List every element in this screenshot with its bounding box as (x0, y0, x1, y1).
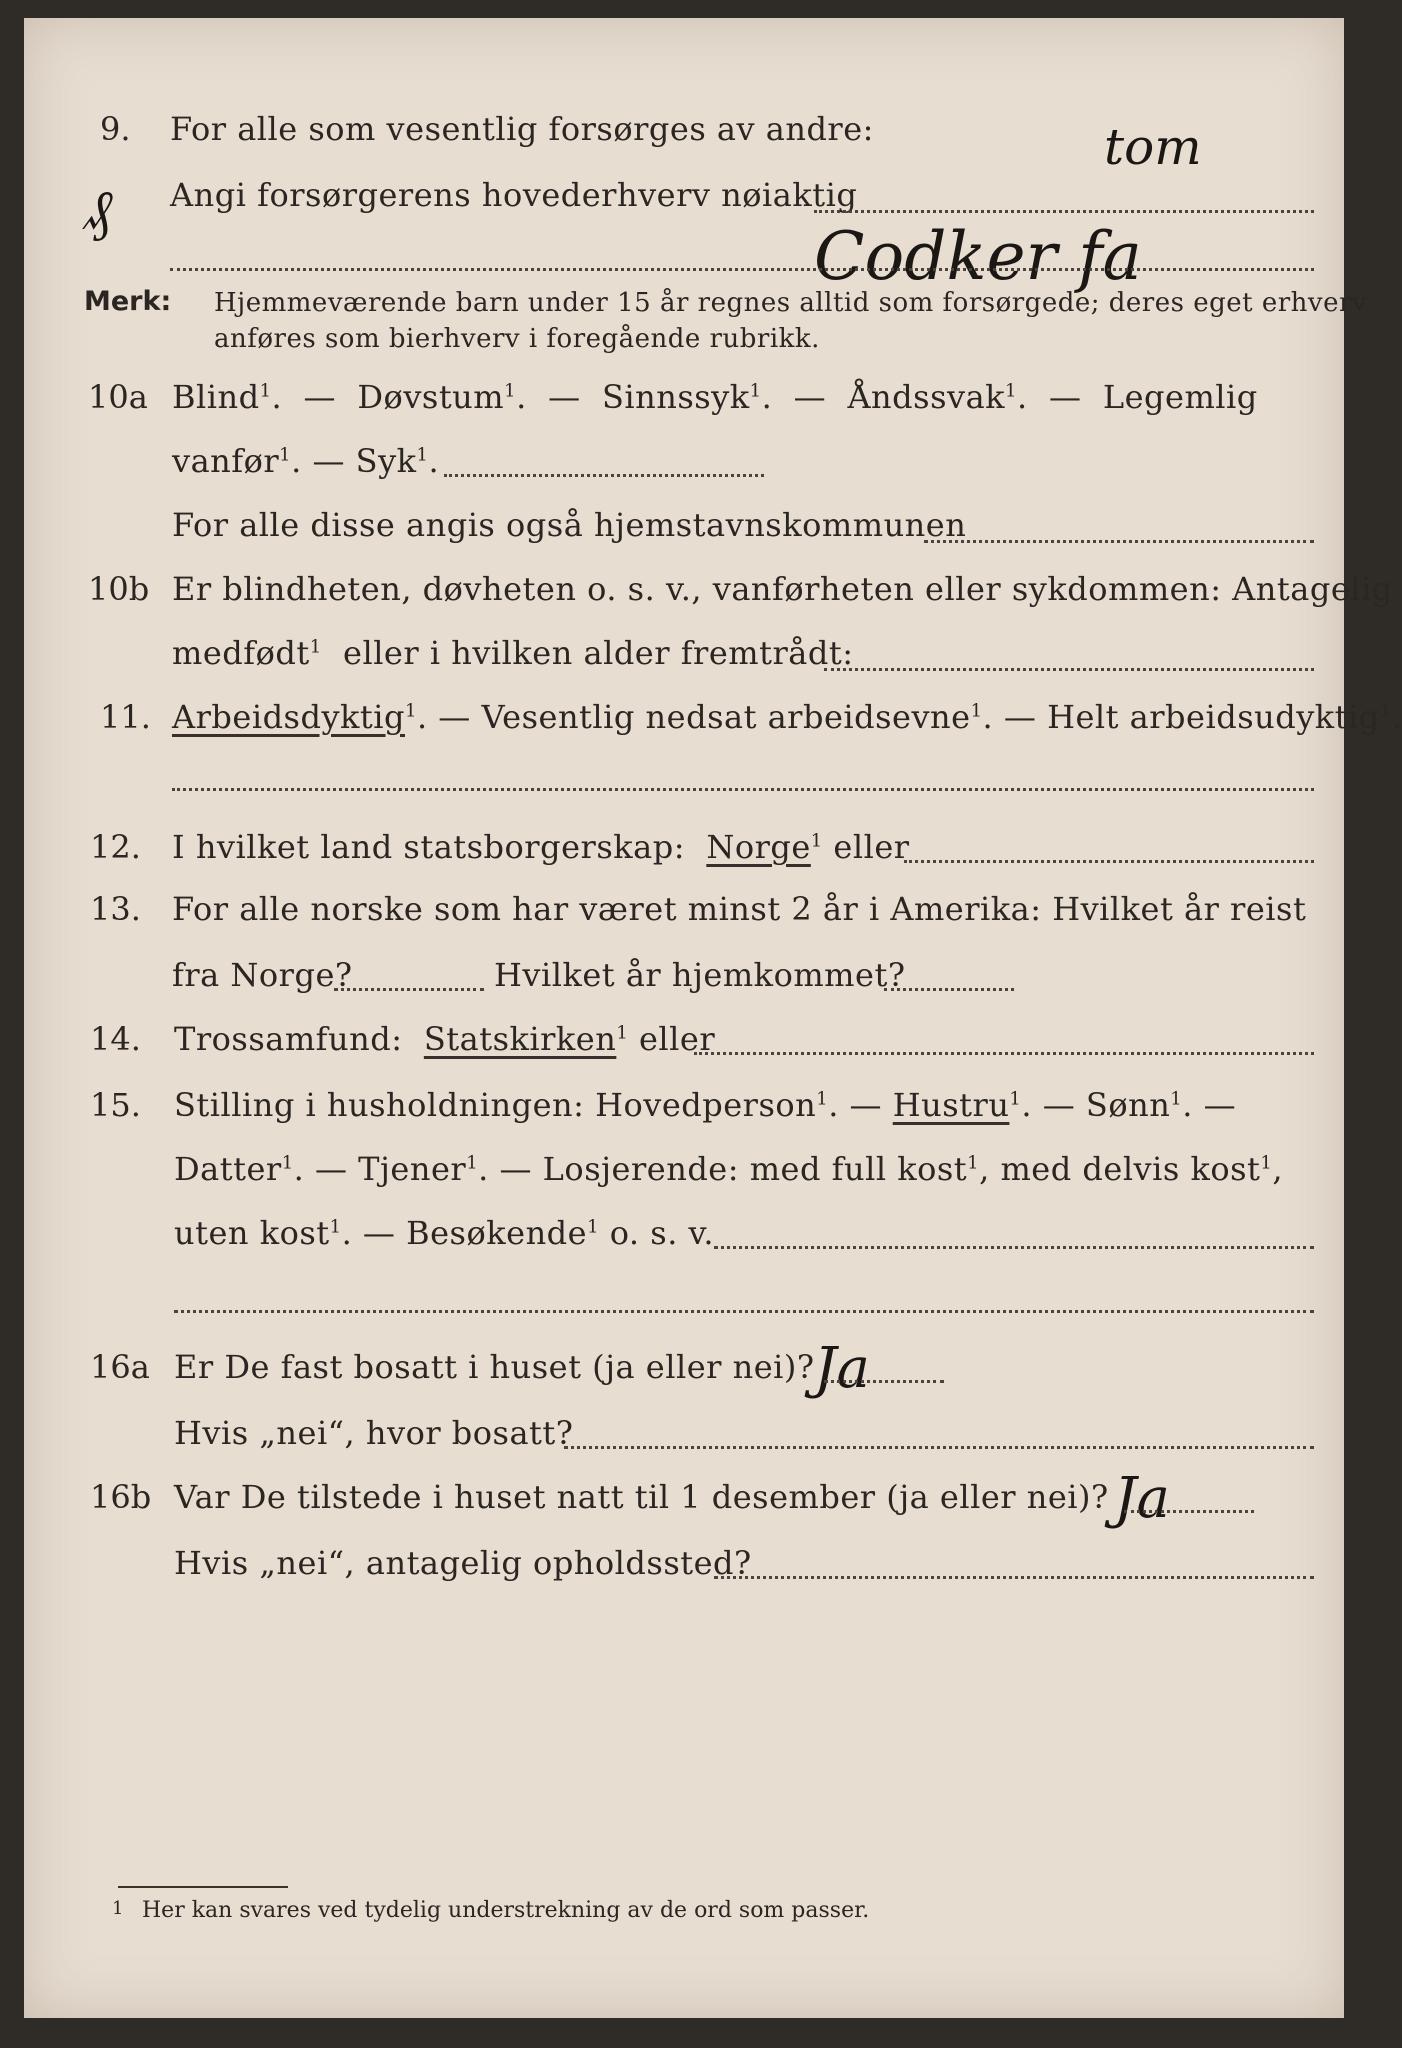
q10b-line1: Er blindheten, døvheten o. s. v., vanførheten eller sykdommen: Antagelig (172, 570, 1393, 608)
q15-line2: Datter$^1$. — Tjener$^1$. — Losjerende: med full kost$^1$, med delvis kost$^1$, (174, 1150, 1284, 1188)
q11-arbeidsdyktig: Arbeidsdyktig (172, 698, 405, 736)
q9-line2: Angi forsørgerens hovederhverv nøiaktig (170, 176, 858, 214)
q10a-opt-blind: Blind (172, 378, 260, 416)
q16a-line1: Er De fast bosatt i huset (ja eller nei)? (174, 1348, 815, 1386)
q13-line2b: Hvilket år hjemkommet? (494, 956, 906, 994)
q15-line3: uten kost$^1$. — Besøkende$^1$ o. s. v. (174, 1214, 714, 1252)
q13-hjem-line (884, 988, 1014, 991)
q14-line: Trossamfund: Statskirken$^1$ eller (174, 1020, 716, 1058)
q13-reist-line (334, 988, 484, 991)
q9-handwriting: Codker fa (814, 218, 1142, 295)
q9-answer-line-2 (170, 268, 1314, 271)
q12-answer-line (904, 860, 1314, 863)
item-number-12: 12. (90, 828, 141, 866)
q12-norge: Norge (706, 828, 811, 866)
footnote (112, 1898, 870, 1923)
item-number-10b: 10b (88, 570, 150, 608)
q11-answer-line (172, 788, 1314, 791)
census-form-page (24, 18, 1402, 2018)
q9-line1: For alle som vesentlig forsørges av andre: (170, 110, 874, 148)
q9-handwriting-top: tom (1104, 118, 1202, 176)
merk-line1: Hjemmeværende barn under 15 år regnes alltid som forsørgede; deres eget erhverv (214, 288, 1368, 318)
q16a-line2-answer (564, 1446, 1314, 1449)
q10a-opt-sinnssyk: Sinnssyk (601, 378, 750, 416)
item-number-10a: 10a (88, 378, 148, 416)
q16b-line2: Hvis „nei“, antagelig opholdssted? (174, 1544, 752, 1582)
q11-line: Arbeidsdyktig$^1$. — Vesentlig nedsat arbeidsevne$^1$. — Helt arbeidsudyktig$^1$. (172, 698, 1402, 736)
item-number-11: 11. (100, 698, 151, 736)
q10a-answer-line (444, 474, 764, 477)
q15-answer-line-2 (174, 1310, 1314, 1313)
merk-label: Merk: (84, 286, 172, 317)
q16b-line2-answer (714, 1576, 1314, 1579)
q10b-answer-line (824, 668, 1314, 671)
q10a-line2: vanfør$^1$. — Syk$^1$. (172, 442, 440, 480)
q10a-opt-dovstum: Døvstum (357, 378, 505, 416)
footnote-text: Her kan svares ved tydelig understrekning av de ord som passer. (142, 1898, 870, 1923)
q14-statskirken: Statskirken (423, 1020, 617, 1058)
q16b-answer-line (1124, 1510, 1254, 1513)
merk-line2: anføres som bierhverv i foregående rubrikk. (214, 324, 820, 354)
q16a-answer: Ja (814, 1336, 870, 1401)
q16a-answer-line (824, 1380, 944, 1383)
q13-line2a: fra Norge? (172, 956, 353, 994)
item-number-16a: 16a (90, 1348, 150, 1386)
q15-line1: Stilling i husholdningen: Hovedperson$^1$. — Hustru$^1$. — Sønn$^1$. — (174, 1086, 1237, 1124)
footnote-rule (118, 1886, 288, 1888)
q10a-opt-andssvak: Åndssvak (847, 378, 1006, 416)
q10a-line3: For alle disse angis også hjemstavnskommunen (172, 506, 967, 544)
item-number-13: 13. (90, 890, 141, 928)
item-number-14: 14. (90, 1020, 141, 1058)
q13-line1: For alle norske som har været minst 2 år i Amerika: Hvilket år reist (172, 890, 1307, 928)
q15-hustru: Hustru (892, 1086, 1010, 1124)
q16b-answer: Ja (1114, 1466, 1170, 1531)
q14-answer-line (694, 1052, 1314, 1055)
q10a-line3-answer (924, 540, 1314, 543)
q16a-line2: Hvis „nei“, hvor bosatt? (174, 1414, 574, 1452)
q9-answer-line (814, 210, 1314, 213)
q10a-opt-legemlig: Legemlig (1102, 378, 1258, 416)
item-number-16b: 16b (90, 1478, 152, 1516)
margin-mark: ₰ (84, 178, 112, 243)
q12-line: I hvilket land statsborgerskap: Norge$^1$ eller (172, 828, 910, 866)
q15-answer-line (714, 1246, 1314, 1249)
item-number-9: 9. (100, 110, 131, 148)
q16b-line1: Var De tilstede i huset natt til 1 desember (ja eller nei)? (174, 1478, 1109, 1516)
footnote-marker: 1 (112, 1898, 124, 1919)
q10a-line1: Blind$^1$. — Døvstum$^1$. — Sinnssyk$^1$. — Åndssvak$^1$. — Legemlig (172, 378, 1258, 416)
item-number-15: 15. (90, 1086, 141, 1124)
q10b-line2: medfødt$^1$ eller i hvilken alder fremtrådt: (172, 634, 854, 672)
